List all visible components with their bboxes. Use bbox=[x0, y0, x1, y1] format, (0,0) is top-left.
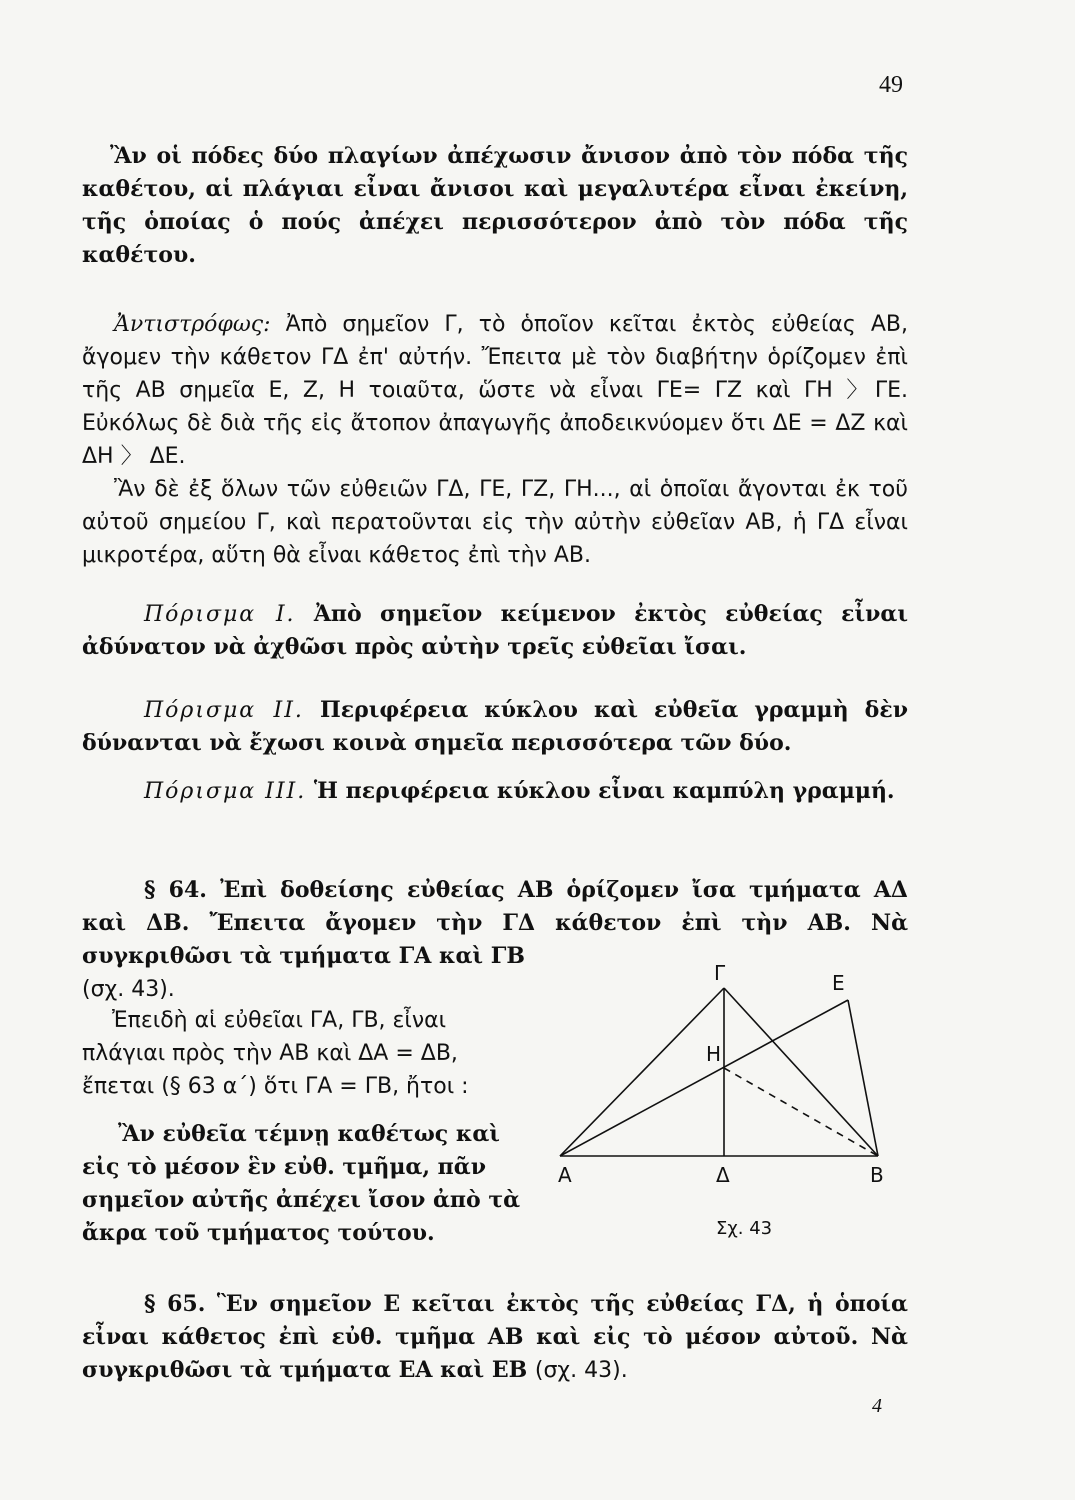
corollary-1 bbox=[82, 598, 908, 664]
theorem-paragraph bbox=[82, 140, 908, 272]
signature-mark: 4 bbox=[872, 1395, 882, 1417]
section-65-reference: (σχ. 43). bbox=[534, 1358, 628, 1383]
geometry-figure bbox=[548, 958, 908, 1208]
corollary-3-text: Ἡ περιφέρεια κύκλου εἶναι καμπύλη γραμμή. bbox=[306, 778, 895, 804]
figure-caption: Σχ. 43 bbox=[716, 1218, 773, 1239]
theorem-line: σημεῖον αὐτῆς ἀπέχει ἴσον ἀπὸ τὰ bbox=[82, 1187, 521, 1213]
label-b: Β bbox=[870, 1163, 884, 1187]
section-65 bbox=[82, 1288, 908, 1387]
corollary-2-label: Πόρισμα ΙΙ. bbox=[144, 698, 304, 723]
corollary-3-label: Πόρισμα ΙΙΙ. bbox=[144, 779, 307, 804]
label-h: Η bbox=[706, 1042, 722, 1066]
segment-ea bbox=[560, 1000, 848, 1156]
converse-conclusion: Ἂν δὲ ἐξ ὅλων τῶν εὐθειῶν ΓΔ, ΓΕ, ΓΖ, ΓΗ..., αἱ ὁποῖαι ἄγονται ἐκ τοῦ αὐτοῦ σημείου Γ, καὶ περατοῦνται εἰς τὴν αὐτὴν εὐθεῖαν ΑΒ, ἡ ΓΔ εἶναι μικροτέρα, αὕτη θὰ εἶναι κάθετος ἐπὶ τὴν ΑΒ. bbox=[82, 477, 908, 568]
label-d: Δ bbox=[716, 1163, 730, 1187]
segment-eb bbox=[848, 1000, 878, 1156]
segment-ga bbox=[560, 988, 724, 1156]
page-number: 49 bbox=[879, 72, 903, 98]
corollary-2-text: Περιφέρεια κύκλου καὶ εὐθεῖα γραμμὴ δὲν δύνανται νὰ ἔχωσι κοινὰ σημεῖα περισσότερα τῶν δύο. bbox=[82, 697, 908, 756]
section-64-text: § 64. Ἐπὶ δοθείσης εὐθείας ΑΒ ὁρίζομεν ἴσα τμήματα ΑΔ καὶ ΔΒ. Ἔπειτα ἄγομεν τὴν ΓΔ κάθετον ἐπὶ τὴν ΑΒ. Νὰ συγκριθῶσι τὰ τμήματα ΓΑ καὶ ΓΒ bbox=[82, 877, 908, 969]
proof-line: ἔπεται (§ 63 α΄) ὅτι ΓΑ = ΓΒ, ἤτοι : bbox=[82, 1074, 469, 1099]
corollary-2 bbox=[82, 694, 908, 760]
figure-reference: (σχ. 43). bbox=[82, 977, 175, 1002]
label-g: Γ bbox=[714, 961, 726, 985]
theorem-line: ἄκρα τοῦ τμήματος τούτου. bbox=[82, 1220, 435, 1246]
converse-text: Ἀπὸ σημεῖον Γ, τὸ ὁποῖον κεῖται ἐκτὸς εὐθείας ΑΒ, ἄγομεν τὴν κάθετον ΓΔ ἐπ' αὐτήν. Ἔπειτα μὲ τὸν διαβήτην ὁρίζομεν ἐπὶ τῆς ΑΒ σημεῖα Ε, Ζ, Η τοιαῦτα, ὥστε νὰ εἶναι ΓΕ= ΓΖ καὶ ΓΗ 〉ΓΕ. Εὐκόλως δὲ διὰ τῆς εἰς ἄτοπον ἀπαγωγῆς ἀποδεικνύομεν ὅτι ΔΕ = ΔΖ καὶ ΔΗ 〉 ΔΕ. bbox=[82, 312, 908, 469]
proof-text bbox=[82, 1004, 552, 1103]
converse-label: Ἀντιστρόφως: bbox=[114, 312, 271, 337]
segment-hb-dashed bbox=[724, 1068, 878, 1156]
label-e: Ε bbox=[832, 971, 845, 995]
corollary-1-text: Ἀπὸ σημεῖον κείμενον ἐκτὸς εὐθείας εἶναι ἀδύνατον νὰ ἀχθῶσι πρὸς αὐτὴν τρεῖς εὐθεῖαι ἴσαι. bbox=[82, 601, 908, 660]
corollary-1-label: Πόρισμα Ι. bbox=[144, 602, 296, 627]
theorem-text: Ἂν οἱ πόδες δύο πλαγίων ἀπέχωσιν ἄνισον ἀπὸ τὸν πόδα τῆς καθέτου, αἱ πλάγιαι εἶναι ἄνισοι καὶ μεγαλυτέρα εἶναι ἐκείνη, τῆς ὁποίας ὁ πούς ἀπέχει περισσότερον ἀπὸ τὸν πόδα τῆς καθέτου. bbox=[82, 143, 908, 268]
section-65-text: § 65. Ἓν σημεῖον Ε κεῖται ἐκτὸς τῆς εὐθείας ΓΔ, ἡ ὁποία εἶναι κάθετος ἐπὶ εὐθ. τμῆμα ΑΒ καὶ εἰς τὸ μέσον αὐτοῦ. Νὰ συγκριθῶσι τὰ τμήματα ΕΑ καὶ ΕΒ bbox=[82, 1291, 908, 1383]
theorem-line: εἰς τὸ μέσον ἓν εὐθ. τμῆμα, πᾶν bbox=[82, 1154, 486, 1180]
proof-line: πλάγιαι πρὸς τὴν ΑΒ καὶ ΔΑ = ΔΒ, bbox=[82, 1041, 458, 1066]
theorem-statement bbox=[82, 1118, 548, 1250]
theorem-line: Ἂν εὐθεῖα τέμνῃ καθέτως καὶ bbox=[118, 1121, 500, 1147]
label-a: Α bbox=[558, 1163, 572, 1187]
corollary-3 bbox=[82, 775, 908, 808]
segment-gb bbox=[724, 988, 878, 1156]
proof-line: Ἐπειδὴ αἱ εὐθεῖαι ΓΑ, ΓΒ, εἶναι bbox=[112, 1008, 447, 1033]
converse-paragraph bbox=[82, 308, 908, 473]
